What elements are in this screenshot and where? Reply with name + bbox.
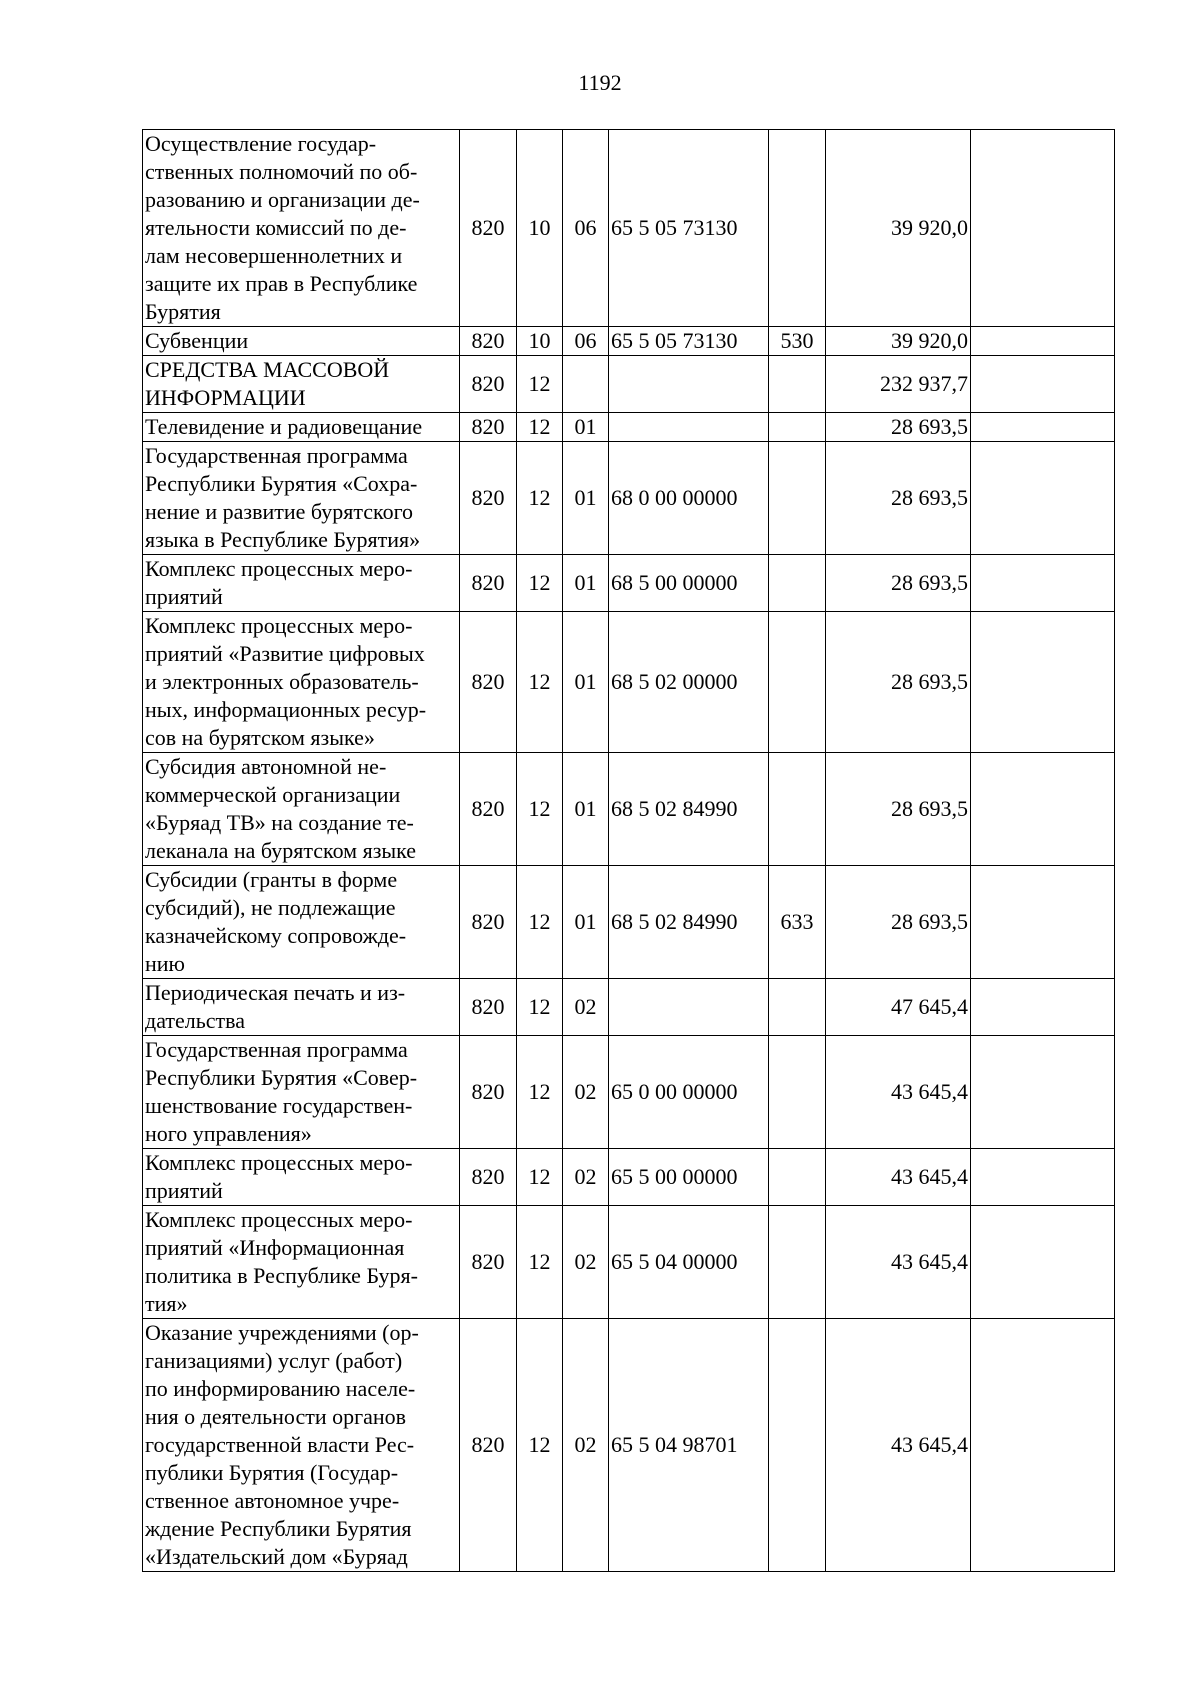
cell-subsection: 02 [563, 1319, 609, 1572]
cell-subsection: 01 [563, 413, 609, 442]
cell-amount: 28 693,5 [826, 866, 971, 979]
cell-amount: 43 645,4 [826, 1149, 971, 1206]
cell-grbs: 820 [460, 1036, 517, 1149]
cell-expense-type [769, 753, 826, 866]
cell-grbs: 820 [460, 1149, 517, 1206]
cell-name: Государственная программа Республики Бурятия «Совер- шенствование государствен- ного управления» [143, 1036, 460, 1149]
cell-target-article: 65 0 00 00000 [609, 1036, 769, 1149]
cell-empty [971, 442, 1115, 555]
cell-section: 12 [517, 979, 563, 1036]
cell-grbs: 820 [460, 866, 517, 979]
cell-section: 12 [517, 442, 563, 555]
cell-empty [971, 555, 1115, 612]
cell-target-article: 65 5 04 00000 [609, 1206, 769, 1319]
cell-name: Телевидение и радиовещание [143, 413, 460, 442]
table-row [143, 1319, 1115, 1572]
cell-grbs: 820 [460, 1206, 517, 1319]
cell-expense-type [769, 1206, 826, 1319]
cell-target-article [609, 979, 769, 1036]
cell-subsection: 02 [563, 1149, 609, 1206]
cell-amount: 43 645,4 [826, 1319, 971, 1572]
table-row [143, 612, 1115, 753]
cell-subsection: 01 [563, 866, 609, 979]
cell-section: 10 [517, 130, 563, 327]
cell-expense-type: 633 [769, 866, 826, 979]
cell-name: Комплекс процессных меро- приятий «Информационная политика в Республике Буря- тия» [143, 1206, 460, 1319]
cell-empty [971, 413, 1115, 442]
cell-section: 12 [517, 1036, 563, 1149]
cell-subsection: 02 [563, 1206, 609, 1319]
cell-target-article: 68 0 00 00000 [609, 442, 769, 555]
cell-empty [971, 979, 1115, 1036]
cell-expense-type [769, 442, 826, 555]
cell-amount: 28 693,5 [826, 555, 971, 612]
cell-subsection: 02 [563, 1036, 609, 1149]
cell-amount: 47 645,4 [826, 979, 971, 1036]
table-row [143, 753, 1115, 866]
table-row [143, 413, 1115, 442]
cell-empty [971, 753, 1115, 866]
cell-target-article: 65 5 05 73130 [609, 327, 769, 356]
cell-amount: 28 693,5 [826, 753, 971, 866]
cell-grbs: 820 [460, 612, 517, 753]
cell-target-article: 65 5 00 00000 [609, 1149, 769, 1206]
cell-subsection: 01 [563, 753, 609, 866]
cell-section: 12 [517, 1319, 563, 1572]
cell-empty [971, 1149, 1115, 1206]
cell-grbs: 820 [460, 356, 517, 413]
cell-grbs: 820 [460, 442, 517, 555]
cell-amount: 43 645,4 [826, 1206, 971, 1319]
cell-target-article: 65 5 05 73130 [609, 130, 769, 327]
cell-empty [971, 1206, 1115, 1319]
cell-expense-type [769, 356, 826, 413]
table-row [143, 130, 1115, 327]
cell-empty [971, 327, 1115, 356]
cell-subsection: 01 [563, 555, 609, 612]
cell-section: 10 [517, 327, 563, 356]
cell-name: Комплекс процессных меро- приятий [143, 555, 460, 612]
cell-expense-type [769, 1319, 826, 1572]
table-row [143, 866, 1115, 979]
cell-amount: 39 920,0 [826, 130, 971, 327]
cell-grbs: 820 [460, 555, 517, 612]
cell-name: Осуществление государ- ственных полномочий по об- разованию и организации де- ятельности комиссий по де- лам несовершеннолетних и защите их прав в Республике Бурятия [143, 130, 460, 327]
cell-target-article: 68 5 00 00000 [609, 555, 769, 612]
budget-table [142, 129, 1115, 1572]
cell-grbs: 820 [460, 413, 517, 442]
cell-empty [971, 612, 1115, 753]
cell-grbs: 820 [460, 1319, 517, 1572]
cell-grbs: 820 [460, 753, 517, 866]
cell-expense-type [769, 555, 826, 612]
cell-name: СРЕДСТВА МАССОВОЙ ИНФОРМАЦИИ [143, 356, 460, 413]
cell-amount: 43 645,4 [826, 1036, 971, 1149]
cell-subsection: 06 [563, 327, 609, 356]
cell-name: Субвенции [143, 327, 460, 356]
cell-subsection [563, 356, 609, 413]
cell-expense-type [769, 1036, 826, 1149]
cell-amount: 232 937,7 [826, 356, 971, 413]
cell-section: 12 [517, 1206, 563, 1319]
cell-expense-type [769, 979, 826, 1036]
cell-expense-type [769, 413, 826, 442]
cell-name: Комплекс процессных меро- приятий [143, 1149, 460, 1206]
table-row [143, 327, 1115, 356]
cell-grbs: 820 [460, 979, 517, 1036]
cell-section: 12 [517, 866, 563, 979]
table-body [143, 130, 1115, 1572]
cell-name: Государственная программа Республики Бурятия «Сохра- нение и развитие бурятского языка в Республике Бурятия» [143, 442, 460, 555]
cell-target-article: 68 5 02 00000 [609, 612, 769, 753]
cell-section: 12 [517, 555, 563, 612]
cell-section: 12 [517, 356, 563, 413]
cell-amount: 28 693,5 [826, 413, 971, 442]
cell-grbs: 820 [460, 130, 517, 327]
cell-amount: 28 693,5 [826, 442, 971, 555]
cell-subsection: 06 [563, 130, 609, 327]
cell-empty [971, 1036, 1115, 1149]
cell-expense-type [769, 130, 826, 327]
table-row [143, 555, 1115, 612]
cell-expense-type: 530 [769, 327, 826, 356]
cell-empty [971, 356, 1115, 413]
cell-section: 12 [517, 753, 563, 866]
cell-subsection: 02 [563, 979, 609, 1036]
cell-section: 12 [517, 1149, 563, 1206]
table-row [143, 1036, 1115, 1149]
cell-expense-type [769, 612, 826, 753]
cell-name: Периодическая печать и из- дательства [143, 979, 460, 1036]
cell-amount: 28 693,5 [826, 612, 971, 753]
cell-name: Субсидии (гранты в форме субсидий), не подлежащие казначейскому сопровожде- нию [143, 866, 460, 979]
cell-empty [971, 866, 1115, 979]
cell-target-article [609, 413, 769, 442]
cell-subsection: 01 [563, 442, 609, 555]
cell-grbs: 820 [460, 327, 517, 356]
cell-empty [971, 1319, 1115, 1572]
cell-target-article: 68 5 02 84990 [609, 866, 769, 979]
page-number: 1192 [578, 70, 622, 95]
cell-expense-type [769, 1149, 826, 1206]
cell-section: 12 [517, 413, 563, 442]
cell-target-article [609, 356, 769, 413]
table-row [143, 979, 1115, 1036]
cell-name: Субсидия автономной не- коммерческой организации «Буряад ТВ» на создание те- леканала на бурятском языке [143, 753, 460, 866]
cell-name: Комплекс процессных меро- приятий «Развитие цифровых и электронных образователь- ных, информационных ресур- сов на бурятском языке» [143, 612, 460, 753]
table-row [143, 1206, 1115, 1319]
cell-name: Оказание учреждениями (ор- ганизациями) услуг (работ) по информированию населе- ния о деятельности органов государственной власти Рес- публики Бурятия (Государ- ственное автономное учре- ждение Республики Бурятия «Издательский дом «Буряад [143, 1319, 460, 1572]
cell-empty [971, 130, 1115, 327]
cell-subsection: 01 [563, 612, 609, 753]
table-row [143, 442, 1115, 555]
cell-target-article: 65 5 04 98701 [609, 1319, 769, 1572]
cell-amount: 39 920,0 [826, 327, 971, 356]
table-row [143, 356, 1115, 413]
cell-section: 12 [517, 612, 563, 753]
table-row [143, 1149, 1115, 1206]
cell-target-article: 68 5 02 84990 [609, 753, 769, 866]
